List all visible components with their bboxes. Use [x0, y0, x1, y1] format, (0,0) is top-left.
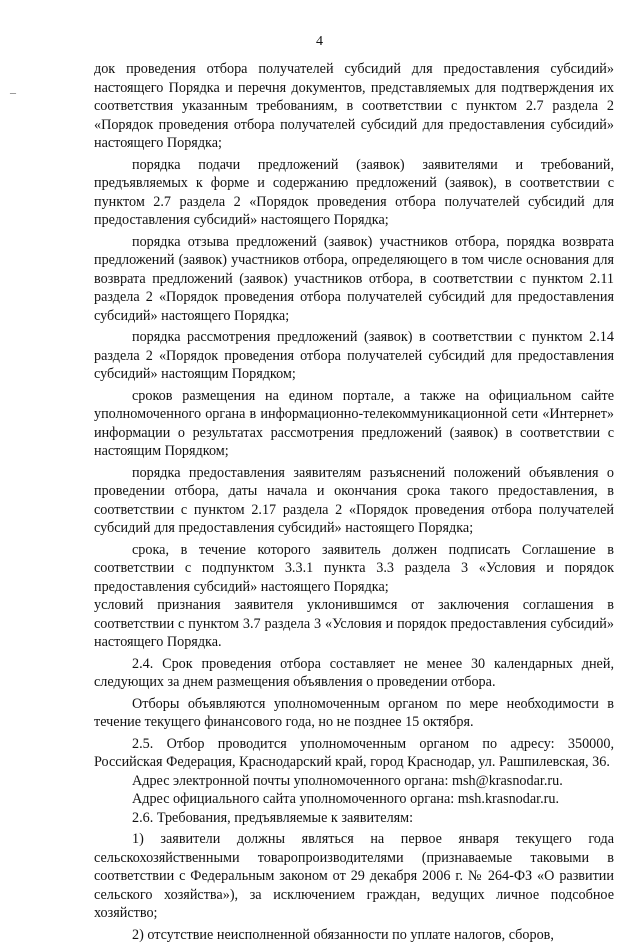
paragraph: Адрес официального сайта уполномоченного органа: msh.krasnodar.ru.	[94, 790, 614, 809]
margin-mark: –	[10, 85, 16, 100]
paragraph: Отборы объявляются уполномоченным органом по мере необходимости в течение текущего финансового года, но не позднее 15 октября.	[94, 695, 614, 732]
paragraph: условий признания заявителя уклонившимся от заключения соглашения в соответствии с пунктом 3.7 раздела 3 «Условия и порядок предоставления субсидий» настоящего Порядка.	[94, 596, 614, 652]
paragraph: порядка отзыва предложений (заявок) участников отбора, порядка возврата предложений (заявок) участников отбора, определяющего в том числе основания для возврата предложений (заявок) участников отбора, в соответствии с пунктом 2.11 раздела 2 «Порядок проведения отбора получателей субсидий для предоставления субсидий» настоящего Порядка;	[94, 233, 614, 326]
paragraph: 2.5. Отбор проводится уполномоченным органом по адресу: 350000, Российская Федерация, Краснодарский край, город Краснодар, ул. Рашпилевская, 36.	[94, 735, 614, 772]
paragraph: Адрес электронной почты уполномоченного органа: msh@krasnodar.ru.	[94, 772, 614, 791]
paragraph: сроков размещения на едином портале, а также на официальном сайте уполномоченного органа в информационно-телекоммуникационной сети «Интернет» информации о результатах рассмотрения предложений (заявок) в соответствии с настоящим Порядком;	[94, 387, 614, 461]
paragraph: срока, в течение которого заявитель должен подписать Соглашение в соответствии с подпунктом 3.3.1 пункта 3.3 раздела 3 «Условия и порядок предоставления субсидий» настоящего Порядка;	[94, 541, 614, 597]
paragraph: 1) заявители должны являться на первое января текущего года сельскохозяйственными товаропроизводителями (признаваемые таковыми в соответствии с Федеральным законом от 29 декабря 2006 г. № 264-ФЗ «О развитии сельского хозяйства»), за исключением граждан, ведущих личное подсобное хозяйство;	[94, 830, 614, 923]
paragraph: порядка предоставления заявителям разъяснений положений объявления о проведении отбора, даты начала и окончания срока такого предоставления, в соответствии с пунктом 2.17 раздела 2 «Порядок проведения отбора получателей субсидий для предоставления субсидий» настоящего Порядка;	[94, 464, 614, 538]
paragraph: 2) отсутствие неисполненной обязанности по уплате налогов, сборов,	[94, 926, 614, 944]
paragraph: 2.4. Срок проведения отбора составляет не менее 30 календарных дней, следующих за днем размещения объявления о проведении отбора.	[94, 655, 614, 692]
paragraph: порядка рассмотрения предложений (заявок) в соответствии с пунктом 2.14 раздела 2 «Порядок проведения отбора получателей субсидий для предоставления субсидий» настоящим Порядком;	[94, 328, 614, 384]
page-number: 4	[0, 34, 639, 50]
paragraph: док проведения отбора получателей субсидий для предоставления субсидий» настоящего Порядка и перечня документов, представляемых для подтверждения их соответствия указанным требованиям, в соответствии с пунктом 2.7 раздела 2 «Порядок проведения отбора получателей субсидий для предоставления субсидий» настоящего Порядка;	[94, 60, 614, 153]
paragraph: порядка подачи предложений (заявок) заявителями и требований, предъявляемых к форме и содержанию предложений (заявок), в соответствии с пунктом 2.7 раздела 2 «Порядок проведения отбора получателей субсидий для предоставления субсидий» настоящего Порядка;	[94, 156, 614, 230]
paragraph: 2.6. Требования, предъявляемые к заявителям:	[94, 809, 614, 828]
document-body	[94, 60, 614, 944]
